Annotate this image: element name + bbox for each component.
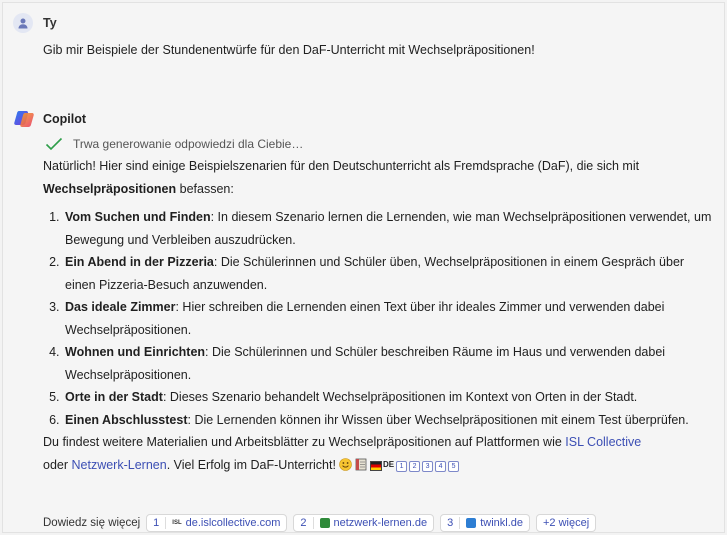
list-item-title: Orte in der Stadt <box>65 390 163 404</box>
de-flag-icon <box>370 454 394 477</box>
isl-collective-link[interactable]: ISL Collective <box>565 435 642 449</box>
source-domain: de.islcollective.com <box>185 517 281 529</box>
list-item-title: Ein Abend in der Pizzeria <box>65 255 214 269</box>
source-link-2[interactable] <box>293 514 434 532</box>
list-item-title: Das ideale Zimmer <box>65 300 176 314</box>
list-item <box>63 206 713 251</box>
list-item <box>63 341 713 386</box>
outro-text-or: oder <box>43 457 72 472</box>
copilot-name: Copilot <box>43 112 87 126</box>
netzwerk-lernen-link[interactable]: Netzwerk-Lernen <box>71 457 167 472</box>
list-item-text: : Dieses Szenario behandelt Wechselpräpositionen im Kontext von Orten in der Stadt. <box>162 390 638 404</box>
learn-more-bar <box>43 513 602 533</box>
list-item-text: : In diesem Szenario lernen die Lernenden, wie man Wechselpräpositionen verwendet, um Bewegung und Verbleiben auszudrücken. <box>65 210 712 247</box>
generation-status <box>45 137 303 151</box>
user-message-text: Gib mir Beispiele der Stundenentwürfe für den DaF-Unterricht mit Wechselpräpositionen! <box>43 43 535 57</box>
source-domain: twinkl.de <box>480 517 523 529</box>
list-item-text: : Die Schülerinnen und Schüler beschreiben Räume im Haus und verwenden dabei Wechselpräpositionen. <box>65 345 666 382</box>
citation-badge[interactable]: 5 <box>448 461 459 472</box>
outro-text-end: . Viel Erfolg im DaF-Unterricht! <box>166 457 336 472</box>
smile-emoji-icon <box>339 456 352 479</box>
intro-text-end: befassen: <box>176 181 234 196</box>
source-number: 1 <box>153 517 166 529</box>
source-link-1[interactable] <box>146 514 287 532</box>
intro-text: Natürlich! Hier sind einige Beispielszenarien für den Deutschunterricht als Fremdsprache (DaF), die sich mit <box>43 159 640 173</box>
outro-paragraph <box>43 431 713 478</box>
copilot-header <box>13 109 718 129</box>
user-message-block <box>13 13 718 57</box>
check-icon <box>45 137 63 151</box>
citation-badge[interactable]: 2 <box>409 461 420 472</box>
list-item-title: Wohnen und Einrichten <box>65 345 206 359</box>
list-item-text: : Die Schülerinnen und Schüler üben, Wechselpräpositionen in einem Gespräch über einen Pizzeria-Besuch anzuwenden. <box>65 255 685 292</box>
learn-more-label: Dowiedz się więcej <box>43 517 141 529</box>
scenario-list <box>43 206 713 431</box>
source-number: 2 <box>300 517 313 529</box>
flag-label: DE <box>382 460 395 470</box>
source-domain: netzwerk-lernen.de <box>333 517 428 529</box>
intro-bold-term: Wechselpräpositionen <box>43 181 177 196</box>
citation-badge[interactable]: 3 <box>422 461 433 472</box>
user-header <box>13 13 718 33</box>
copilot-response-block <box>13 109 718 529</box>
user-name: Ty <box>43 16 57 30</box>
list-item <box>63 386 713 409</box>
list-item <box>63 251 713 296</box>
list-item-title: Vom Suchen und Finden <box>65 210 211 224</box>
response-content <box>43 155 713 478</box>
citation-badge[interactable]: 4 <box>435 461 446 472</box>
intro-paragraph <box>43 155 713 200</box>
status-text: Trwa generowanie odpowiedzi dla Ciebie… <box>73 137 304 151</box>
list-item <box>63 296 713 341</box>
list-item-title: Einen Abschlusstest <box>65 412 188 427</box>
user-avatar-icon <box>13 13 33 33</box>
citation-badge[interactable]: 1 <box>396 461 407 472</box>
outro-text: Du findest weitere Materialien und Arbeitsblätter zu Wechselpräpositionen auf Plattformen wie <box>43 435 566 449</box>
chat-panel <box>2 2 725 533</box>
netzwerk-lernen-favicon-icon <box>320 518 330 528</box>
copilot-logo-icon <box>13 109 35 129</box>
isl-favicon-icon: ISL <box>172 520 182 526</box>
list-item-text: : Hier schreiben die Lernenden einen Text über ihr ideales Zimmer und verwenden dabei Wechselpräpositionen. <box>65 300 665 337</box>
source-number: 3 <box>447 517 460 529</box>
list-item <box>63 409 713 432</box>
source-link-3[interactable] <box>440 514 530 532</box>
twinkl-favicon-icon <box>466 518 476 528</box>
list-item-text: : Die Lernenden können ihr Wissen über Wechselpräpositionen mit einem Test überprüfen. <box>187 412 689 427</box>
more-sources-button[interactable]: +2 więcej <box>536 514 596 532</box>
notebook-emoji-icon <box>355 456 367 479</box>
